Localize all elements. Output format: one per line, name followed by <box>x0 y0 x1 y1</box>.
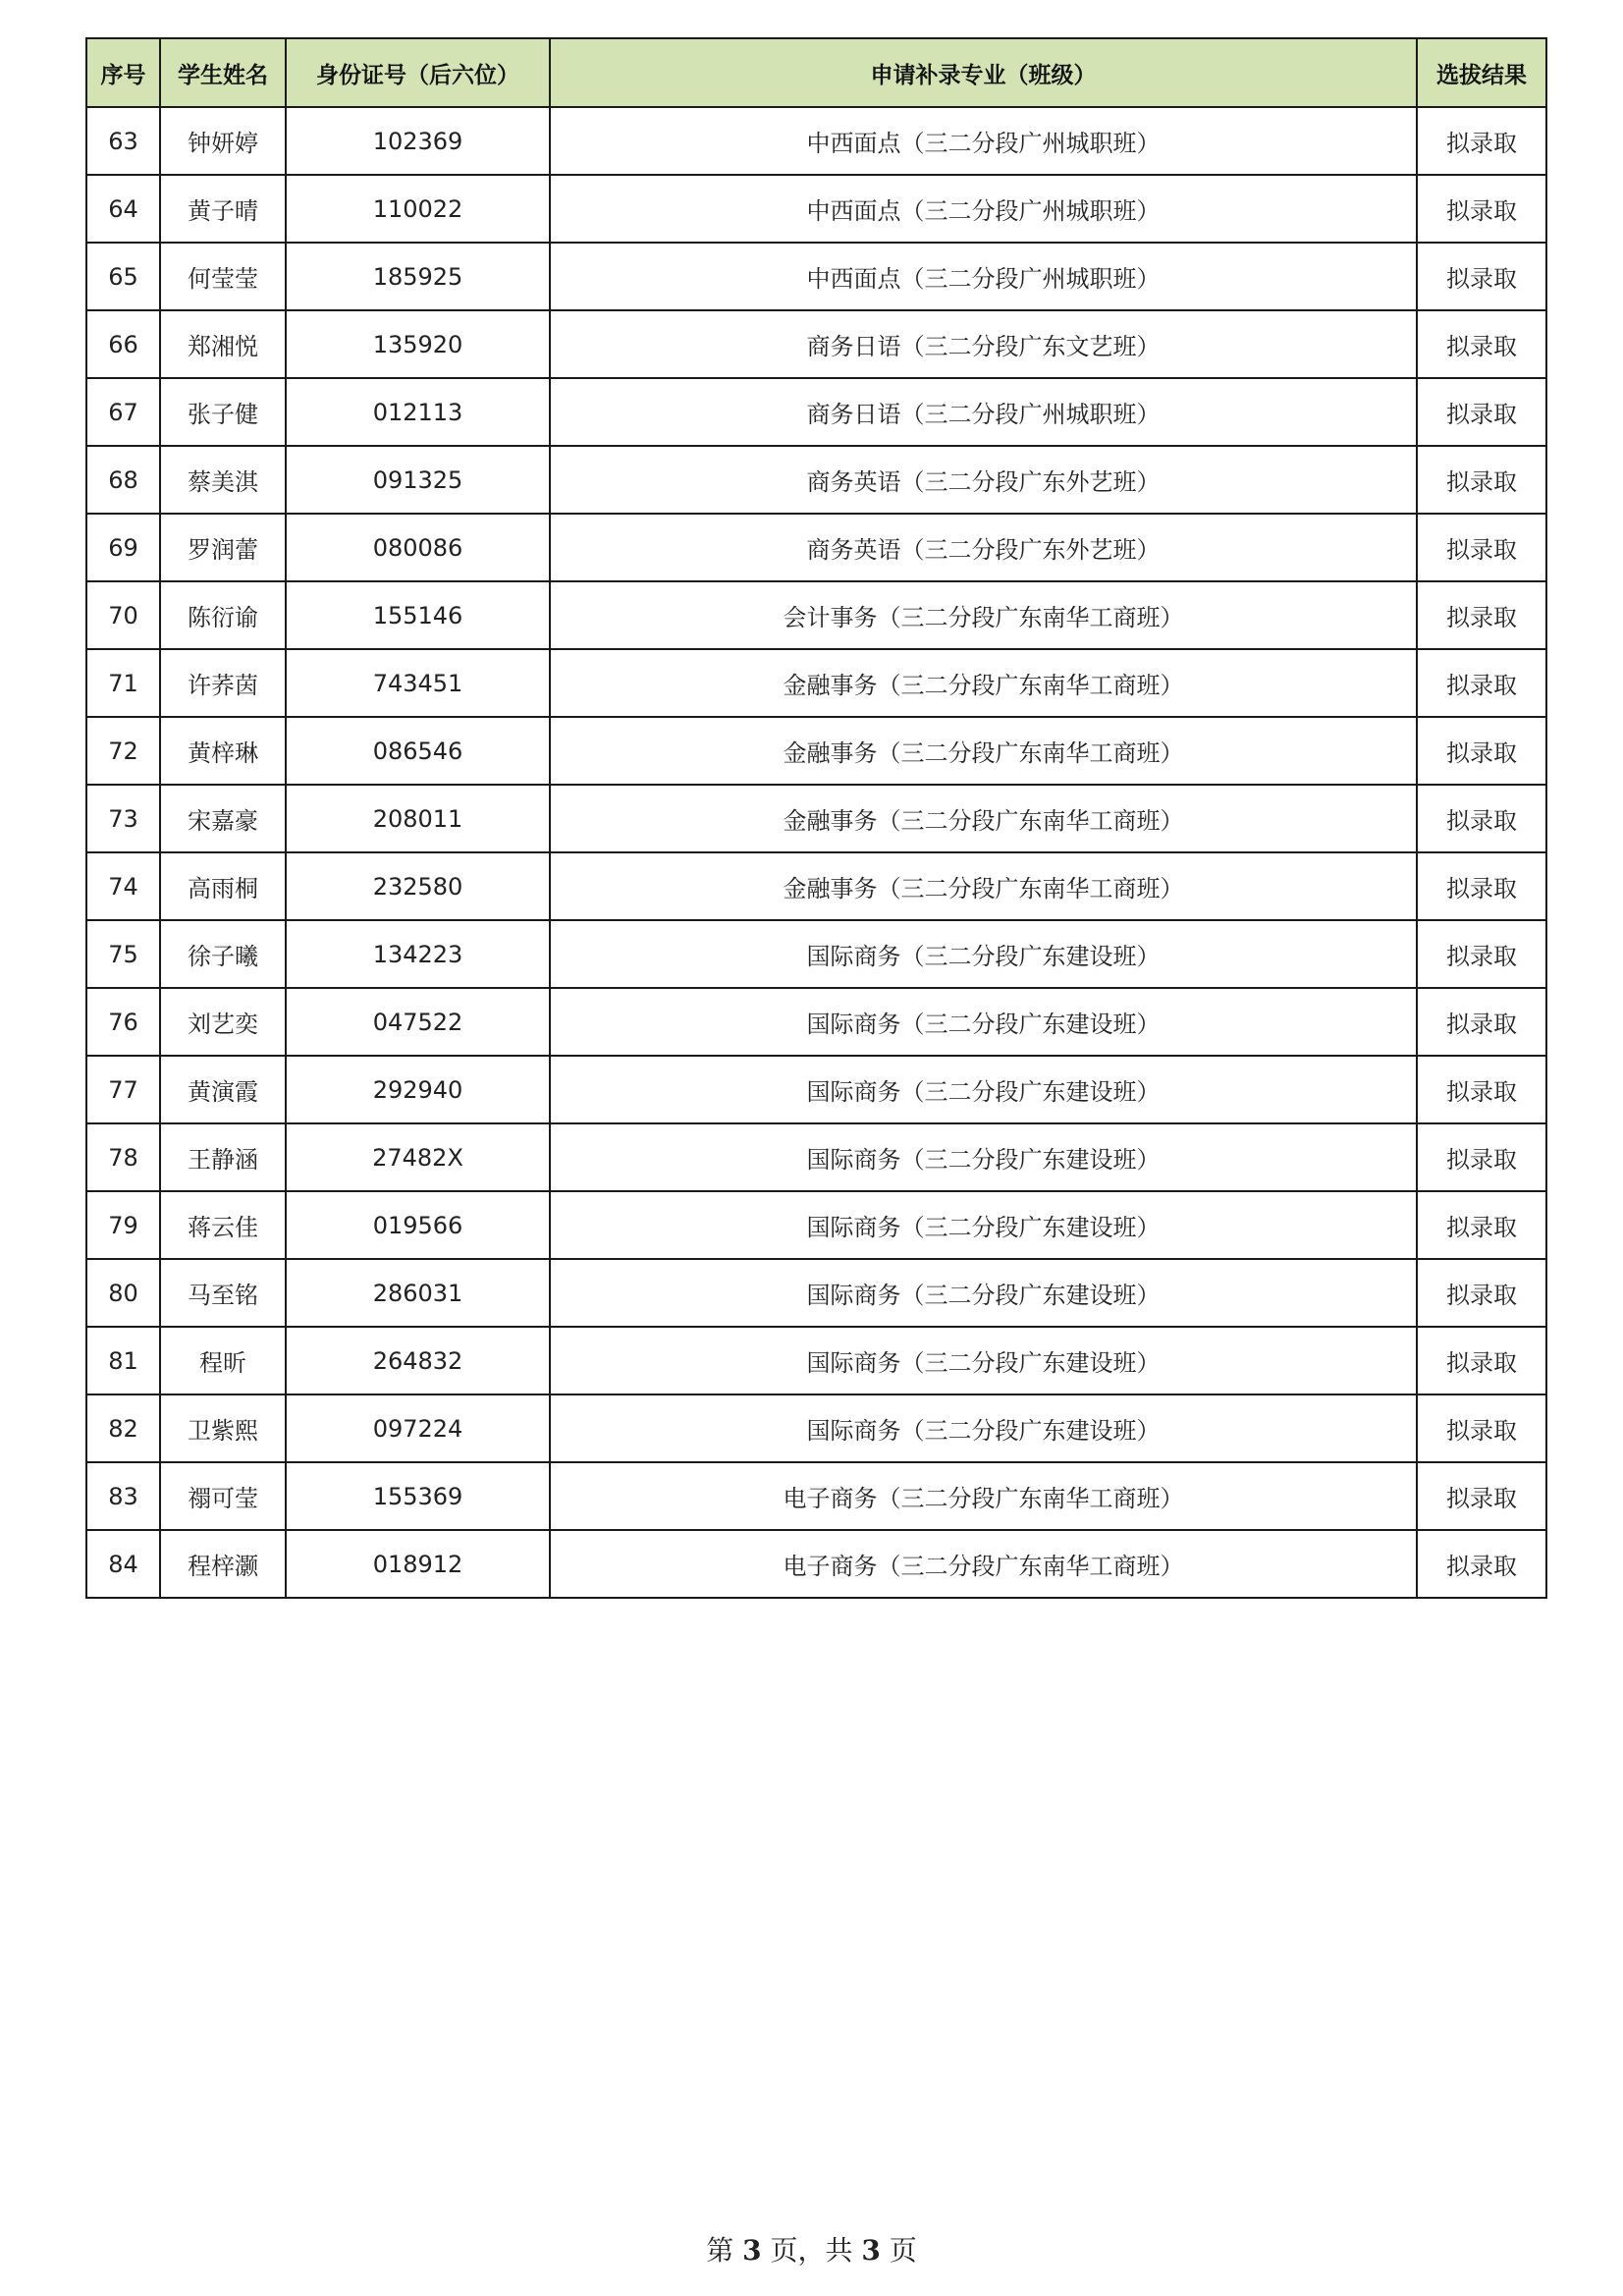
cell-student-name: 蒋云佳 <box>160 1191 286 1259</box>
cell-major: 国际商务（三二分段广东建设班） <box>550 1123 1417 1191</box>
cell-index: 79 <box>86 1191 160 1259</box>
cell-student-name: 高雨桐 <box>160 852 286 920</box>
table-row <box>86 988 1546 1056</box>
cell-id-suffix: 135920 <box>286 310 550 378</box>
cell-result: 拟录取 <box>1417 649 1546 717</box>
table-row <box>86 378 1546 446</box>
cell-result: 拟录取 <box>1417 310 1546 378</box>
cell-id-suffix: 110022 <box>286 175 550 243</box>
cell-student-name: 马至铭 <box>160 1259 286 1327</box>
cell-result: 拟录取 <box>1417 1056 1546 1123</box>
cell-index: 83 <box>86 1462 160 1530</box>
cell-result: 拟录取 <box>1417 1123 1546 1191</box>
cell-index: 69 <box>86 514 160 581</box>
table-header-row <box>86 38 1546 107</box>
cell-index: 81 <box>86 1327 160 1394</box>
table-row <box>86 581 1546 649</box>
cell-student-name: 程昕 <box>160 1327 286 1394</box>
cell-index: 63 <box>86 107 160 175</box>
footer-total-pages: 3 <box>861 2234 881 2267</box>
cell-id-suffix: 27482X <box>286 1123 550 1191</box>
cell-result: 拟录取 <box>1417 1462 1546 1530</box>
cell-student-name: 郑湘悦 <box>160 310 286 378</box>
header-major: 申请补录专业（班级） <box>550 38 1417 107</box>
table-row <box>86 310 1546 378</box>
cell-major: 金融事务（三二分段广东南华工商班） <box>550 717 1417 785</box>
cell-major: 金融事务（三二分段广东南华工商班） <box>550 785 1417 852</box>
cell-major: 金融事务（三二分段广东南华工商班） <box>550 649 1417 717</box>
header-result: 选拔结果 <box>1417 38 1546 107</box>
cell-id-suffix: 018912 <box>286 1530 550 1598</box>
cell-major: 国际商务（三二分段广东建设班） <box>550 920 1417 988</box>
table-row <box>86 1394 1546 1462</box>
cell-index: 74 <box>86 852 160 920</box>
cell-result: 拟录取 <box>1417 175 1546 243</box>
cell-student-name: 陈衍谕 <box>160 581 286 649</box>
cell-major: 国际商务（三二分段广东建设班） <box>550 1191 1417 1259</box>
cell-index: 65 <box>86 243 160 310</box>
cell-student-name: 程梓灏 <box>160 1530 286 1598</box>
cell-index: 71 <box>86 649 160 717</box>
cell-index: 78 <box>86 1123 160 1191</box>
admission-table <box>85 37 1547 1599</box>
cell-student-name: 黄子晴 <box>160 175 286 243</box>
cell-index: 64 <box>86 175 160 243</box>
header-student-name: 学生姓名 <box>160 38 286 107</box>
table-row <box>86 649 1546 717</box>
table-row <box>86 107 1546 175</box>
page-footer <box>0 2229 1623 2269</box>
cell-index: 73 <box>86 785 160 852</box>
cell-major: 金融事务（三二分段广东南华工商班） <box>550 852 1417 920</box>
table-row <box>86 514 1546 581</box>
cell-major: 电子商务（三二分段广东南华工商班） <box>550 1462 1417 1530</box>
cell-student-name: 刘艺奕 <box>160 988 286 1056</box>
cell-id-suffix: 208011 <box>286 785 550 852</box>
cell-result: 拟录取 <box>1417 717 1546 785</box>
footer-middle: 页，共 <box>761 2234 862 2267</box>
table-row <box>86 1462 1546 1530</box>
cell-result: 拟录取 <box>1417 107 1546 175</box>
table-row <box>86 446 1546 514</box>
footer-current-page: 3 <box>742 2234 762 2267</box>
cell-major: 商务日语（三二分段广东文艺班） <box>550 310 1417 378</box>
cell-result: 拟录取 <box>1417 785 1546 852</box>
cell-student-name: 黄演霞 <box>160 1056 286 1123</box>
table-row <box>86 1123 1546 1191</box>
table-row <box>86 1259 1546 1327</box>
cell-major: 国际商务（三二分段广东建设班） <box>550 988 1417 1056</box>
cell-id-suffix: 080086 <box>286 514 550 581</box>
cell-id-suffix: 047522 <box>286 988 550 1056</box>
cell-major: 中西面点（三二分段广州城职班） <box>550 107 1417 175</box>
cell-student-name: 张子健 <box>160 378 286 446</box>
cell-student-name: 宋嘉豪 <box>160 785 286 852</box>
cell-id-suffix: 743451 <box>286 649 550 717</box>
cell-index: 77 <box>86 1056 160 1123</box>
cell-student-name: 钟妍婷 <box>160 107 286 175</box>
table-row <box>86 1530 1546 1598</box>
cell-major: 中西面点（三二分段广州城职班） <box>550 175 1417 243</box>
cell-major: 中西面点（三二分段广州城职班） <box>550 243 1417 310</box>
cell-id-suffix: 292940 <box>286 1056 550 1123</box>
cell-result: 拟录取 <box>1417 1530 1546 1598</box>
table-row <box>86 785 1546 852</box>
footer-prefix: 第 <box>706 2234 743 2267</box>
cell-result: 拟录取 <box>1417 243 1546 310</box>
cell-result: 拟录取 <box>1417 1394 1546 1462</box>
table-row <box>86 920 1546 988</box>
cell-id-suffix: 264832 <box>286 1327 550 1394</box>
table-row <box>86 1056 1546 1123</box>
cell-result: 拟录取 <box>1417 852 1546 920</box>
table-row <box>86 852 1546 920</box>
table-row <box>86 717 1546 785</box>
cell-major: 会计事务（三二分段广东南华工商班） <box>550 581 1417 649</box>
cell-result: 拟录取 <box>1417 920 1546 988</box>
cell-id-suffix: 286031 <box>286 1259 550 1327</box>
cell-index: 67 <box>86 378 160 446</box>
cell-major: 国际商务（三二分段广东建设班） <box>550 1056 1417 1123</box>
cell-result: 拟录取 <box>1417 988 1546 1056</box>
cell-id-suffix: 102369 <box>286 107 550 175</box>
cell-id-suffix: 097224 <box>286 1394 550 1462</box>
cell-student-name: 罗润蕾 <box>160 514 286 581</box>
cell-index: 72 <box>86 717 160 785</box>
cell-major: 国际商务（三二分段广东建设班） <box>550 1259 1417 1327</box>
cell-major: 国际商务（三二分段广东建设班） <box>550 1327 1417 1394</box>
cell-index: 70 <box>86 581 160 649</box>
cell-id-suffix: 155146 <box>286 581 550 649</box>
cell-major: 商务英语（三二分段广东外艺班） <box>550 514 1417 581</box>
cell-index: 76 <box>86 988 160 1056</box>
cell-id-suffix: 019566 <box>286 1191 550 1259</box>
cell-id-suffix: 185925 <box>286 243 550 310</box>
table-row <box>86 175 1546 243</box>
cell-major: 商务英语（三二分段广东外艺班） <box>550 446 1417 514</box>
cell-result: 拟录取 <box>1417 581 1546 649</box>
cell-major: 电子商务（三二分段广东南华工商班） <box>550 1530 1417 1598</box>
header-index: 序号 <box>86 38 160 107</box>
footer-suffix: 页 <box>880 2234 917 2267</box>
cell-id-suffix: 134223 <box>286 920 550 988</box>
cell-major: 国际商务（三二分段广东建设班） <box>550 1394 1417 1462</box>
cell-result: 拟录取 <box>1417 1327 1546 1394</box>
cell-id-suffix: 012113 <box>286 378 550 446</box>
table-body <box>86 107 1546 1598</box>
cell-index: 82 <box>86 1394 160 1462</box>
cell-id-suffix: 091325 <box>286 446 550 514</box>
cell-index: 68 <box>86 446 160 514</box>
cell-id-suffix: 232580 <box>286 852 550 920</box>
cell-student-name: 王静涵 <box>160 1123 286 1191</box>
cell-student-name: 何莹莹 <box>160 243 286 310</box>
cell-student-name: 蔡美淇 <box>160 446 286 514</box>
table-row <box>86 243 1546 310</box>
cell-student-name: 徐子曦 <box>160 920 286 988</box>
cell-index: 84 <box>86 1530 160 1598</box>
cell-result: 拟录取 <box>1417 446 1546 514</box>
cell-student-name: 禤可莹 <box>160 1462 286 1530</box>
table-row <box>86 1191 1546 1259</box>
cell-result: 拟录取 <box>1417 378 1546 446</box>
cell-id-suffix: 086546 <box>286 717 550 785</box>
cell-major: 商务日语（三二分段广州城职班） <box>550 378 1417 446</box>
cell-id-suffix: 155369 <box>286 1462 550 1530</box>
header-id-suffix: 身份证号（后六位） <box>286 38 550 107</box>
cell-result: 拟录取 <box>1417 1259 1546 1327</box>
cell-student-name: 卫紫熙 <box>160 1394 286 1462</box>
cell-index: 66 <box>86 310 160 378</box>
table-row <box>86 1327 1546 1394</box>
cell-result: 拟录取 <box>1417 1191 1546 1259</box>
cell-student-name: 黄梓琳 <box>160 717 286 785</box>
cell-index: 80 <box>86 1259 160 1327</box>
cell-student-name: 许荞茵 <box>160 649 286 717</box>
admission-table-container <box>85 37 1545 1599</box>
cell-index: 75 <box>86 920 160 988</box>
cell-result: 拟录取 <box>1417 514 1546 581</box>
